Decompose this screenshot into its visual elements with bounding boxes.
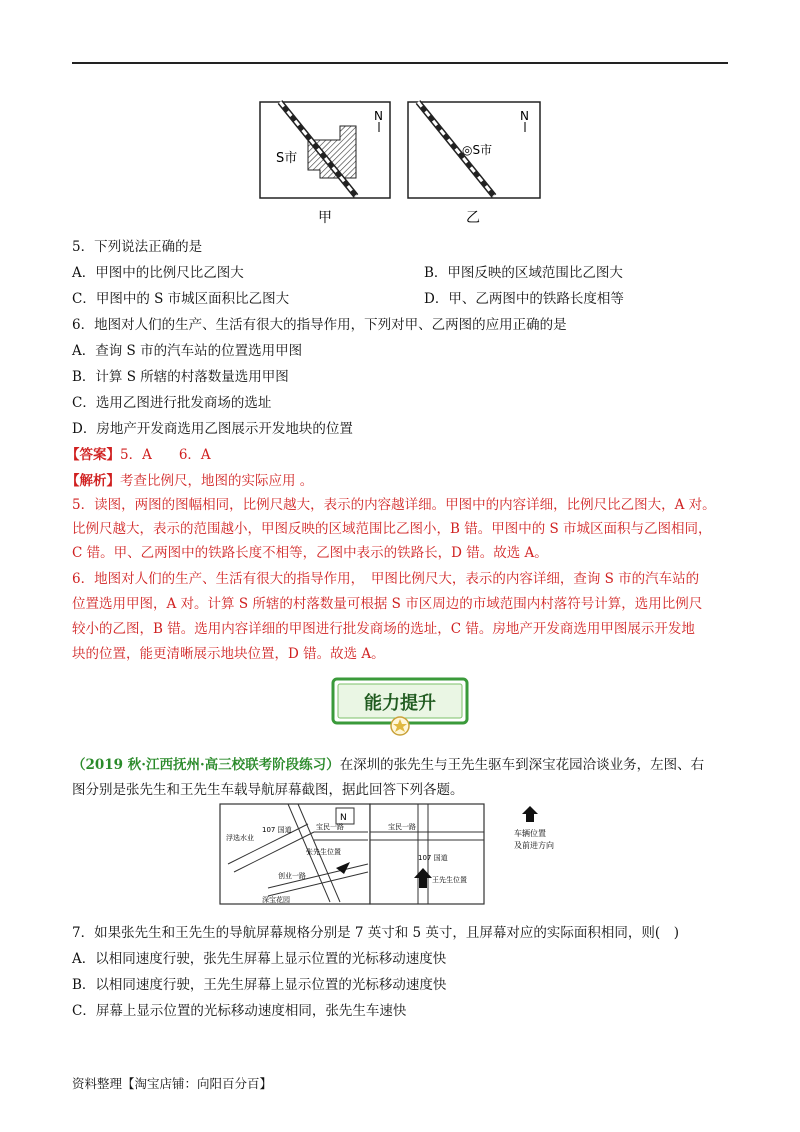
intro-text-1: 在深圳的张先生与王先生驱车到深宝花园洽谈业务，左图、右 — [339, 757, 705, 773]
q6-option-b: B．计算 S 所辖的村落数量选用甲图 — [72, 369, 289, 385]
nav-left-label-1: 浮选水业 — [226, 834, 254, 842]
header-rule — [72, 62, 728, 64]
nav-right-label-3: 王先生位置 — [432, 876, 467, 884]
intro-line-1 — [72, 756, 704, 774]
analysis-intro-line — [66, 472, 313, 490]
nav-left-label-6: 深宝花园 — [262, 896, 290, 904]
section-badge — [330, 676, 470, 738]
nav-right-label-1: 宝民一路 — [388, 823, 416, 831]
footer-source: 资料整理【淘宝店铺：向阳百分百】 — [72, 1076, 273, 1091]
q7-option-a: A．以相同速度行驶，张先生屏幕上显示位置的光标移动速度快 — [72, 951, 447, 967]
q6-option-c: C．选用乙图进行批发商场的选址 — [72, 395, 272, 411]
north-arrow-jia: N — [374, 109, 383, 123]
analysis-line-2: 比例尺越大，表示的范围越小，甲图反映的区域范围比乙图小，B 错。甲图中的 S 市城区面积与乙图相同， — [72, 521, 712, 537]
analysis-line-6: 较小的乙图，B 错。选用内容详细的甲图进行批发商场的选址，C 错。房地产开发商选用甲图展示开发地 — [72, 621, 695, 637]
analysis-line-7: 块的位置，能更清晰展示地块位置，D 错。故选 A。 — [72, 646, 385, 662]
nav-left-label-4: 张先生位置 — [306, 848, 341, 856]
question-source: （2019 秋·江西抚州·高三校联考阶段练习） — [72, 757, 340, 773]
city-label-yi: ◎S市 — [462, 143, 493, 157]
analysis-intro: 考查比例尺，地图的实际应用 。 — [120, 473, 314, 489]
analysis-line-5: 位置选用甲图，A 对。计算 S 所辖的村落数量可根据 S 市区周边的市域范围内村落符号计算，选用比例尺 — [72, 596, 703, 612]
caption-yi: 乙 — [466, 210, 480, 226]
nav-right-label-2: 107 国道 — [418, 854, 448, 862]
answer-line — [66, 446, 211, 464]
q5-stem: 5．下列说法正确的是 — [72, 239, 203, 255]
q7-option-b: B．以相同速度行驶，王先生屏幕上显示位置的光标移动速度快 — [72, 977, 447, 993]
q5-options-row2 — [72, 290, 624, 308]
intro-line-2: 图分别是张先生和王先生车载导航屏幕截图，据此回答下列各题。 — [72, 782, 464, 798]
nav-left-north: N — [340, 813, 347, 823]
q6-option-a: A．查询 S 市的汽车站的位置选用甲图 — [72, 343, 303, 359]
analysis-tag: 【解析】 — [66, 473, 120, 489]
q6-stem: 6．地图对人们的生产、生活有很大的指导作用，下列对甲、乙两图的应用正确的是 — [72, 317, 567, 333]
answer-text: 5．A 6．A — [120, 447, 211, 463]
q5-option-c: C．甲图中的 S 市城区面积比乙图大 — [72, 291, 290, 307]
figure-navigation-screens — [218, 802, 588, 908]
legend-label-1: 车辆位置 — [514, 829, 546, 838]
caption-jia: 甲 — [318, 210, 332, 226]
q5-option-a: A．甲图中的比例尺比乙图大 — [72, 265, 244, 281]
q6-option-d: D．房地产开发商选用乙图展示开发地块的位置 — [72, 421, 353, 437]
nav-left-label-2: 107 国道 — [262, 826, 292, 834]
legend-arrow-icon — [522, 806, 538, 822]
city-label-jia: S市 — [276, 151, 298, 166]
analysis-line-1: 5．读图，两图的图幅相同，比例尺越大，表示的内容越详细。甲图中的内容详细，比例尺比乙图大，A 对。 — [72, 497, 716, 513]
figure-maps-jia-yi — [258, 100, 548, 230]
analysis-line-4: 6．地图对人们的生产、生活有很大的指导作用， 甲图比例尺大，表示的内容详细，查询 S 市的汽车站的 — [72, 571, 700, 587]
q7-stem: 7．如果张先生和王先生的导航屏幕规格分别是 7 英寸和 5 英寸，且屏幕对应的实际面积相同，则( ) — [72, 925, 679, 941]
q7-option-c: C．屏幕上显示位置的光标移动速度相同，张先生车速快 — [72, 1003, 407, 1019]
north-arrow-yi: N — [520, 109, 529, 123]
q5-options-row1 — [72, 264, 623, 282]
section-badge-label: 能力提升 — [364, 693, 436, 714]
legend-label-2: 及前进方向 — [514, 841, 554, 850]
nav-left-label-5: 创业一路 — [278, 872, 306, 880]
q5-option-d: D．甲、乙两图中的铁路长度相等 — [424, 291, 624, 307]
analysis-line-3: C 错。甲、乙两图中的铁路长度不相等，乙图中表示的铁路长，D 错。故选 A。 — [72, 545, 548, 561]
q5-option-b: B．甲图反映的区域范围比乙图大 — [424, 265, 623, 281]
nav-left-label-3: 宝民一路 — [316, 823, 344, 831]
answer-tag: 【答案】 — [66, 447, 120, 463]
